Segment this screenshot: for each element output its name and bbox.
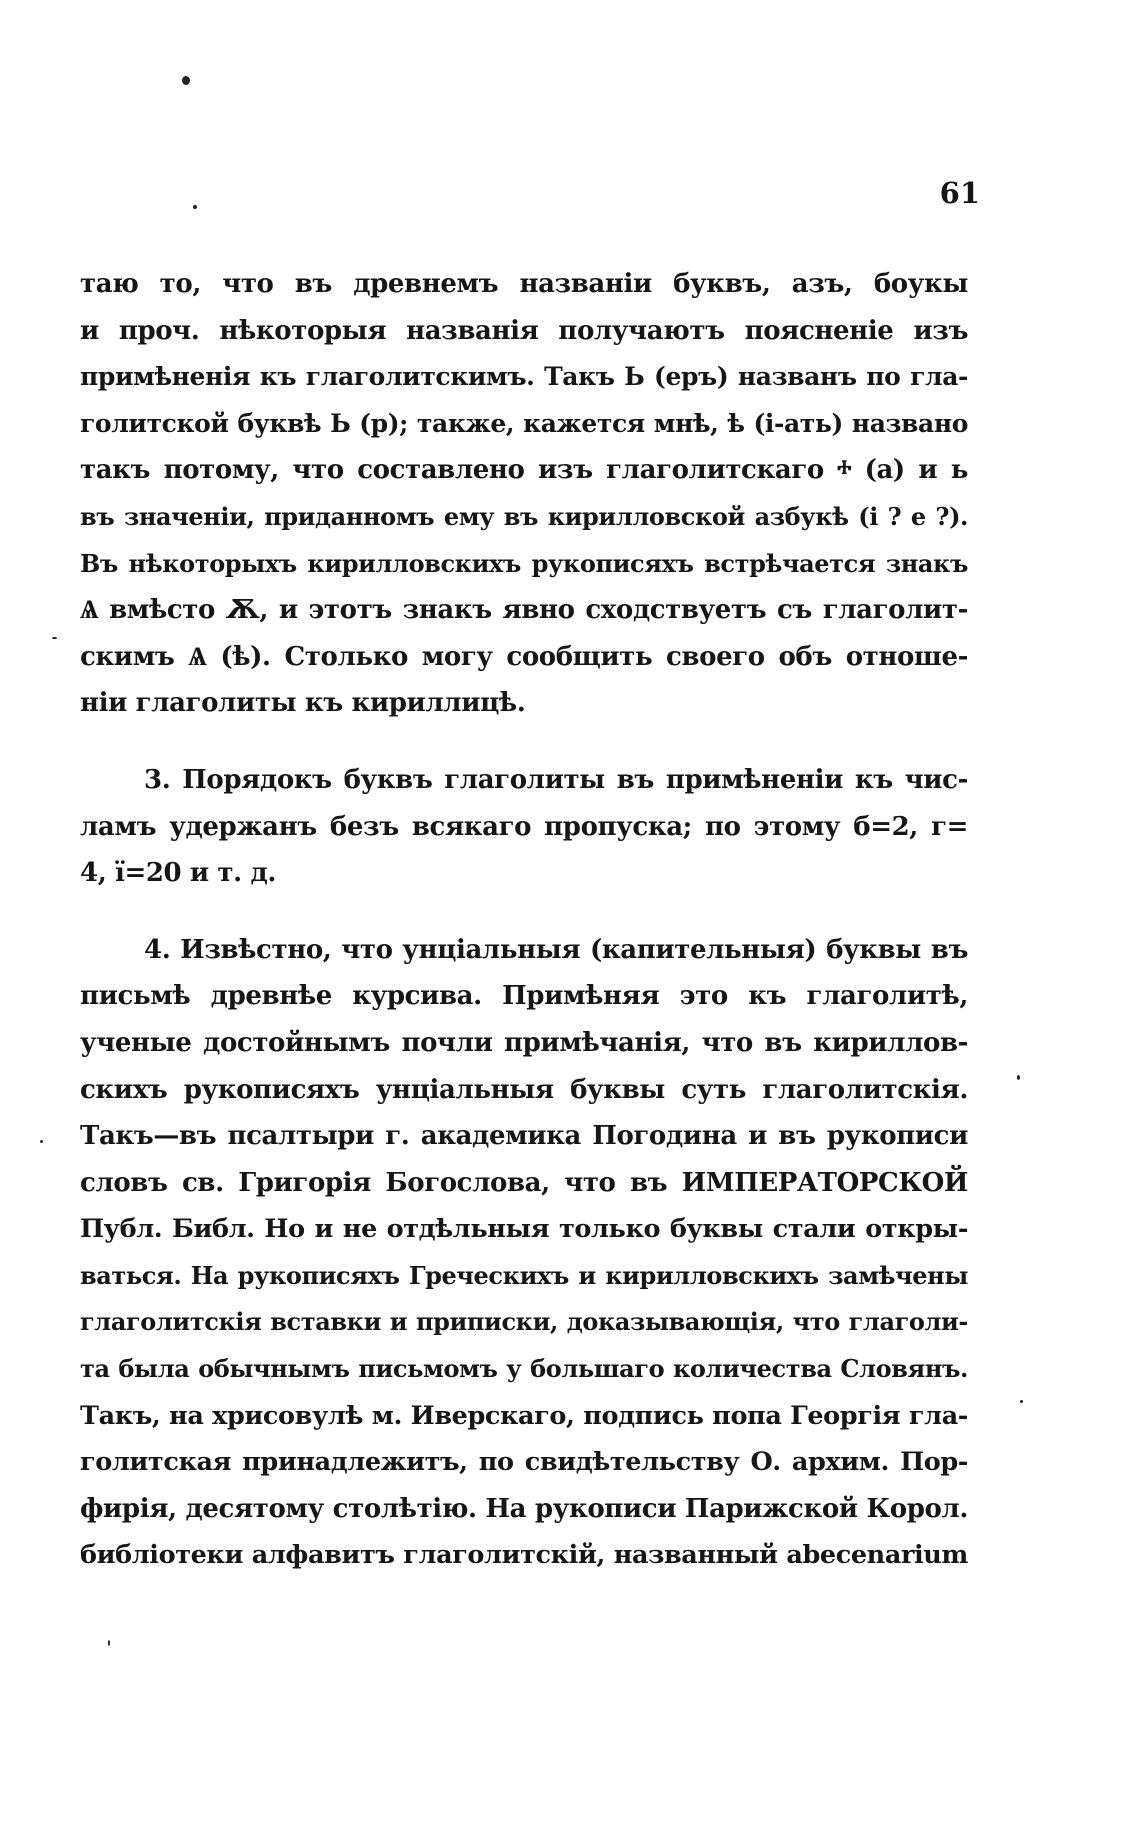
- paragraph-2: [80, 757, 968, 897]
- text-line: Такъ, на хрисовулѣ м. Иверскаго, подпись попа Георгія гла-: [80, 1400, 968, 1431]
- paragraph-3: [80, 927, 968, 1579]
- paragraph-1: [80, 261, 968, 727]
- text-line: скихъ рукописяхъ унціальныя буквы суть глаголитскія.: [80, 1074, 968, 1105]
- body-text: [80, 261, 968, 1579]
- print-speck: [1017, 1075, 1020, 1080]
- text-line: голитская принадлежитъ, по свидѣтельству О. архим. Пор-: [80, 1447, 968, 1478]
- print-speck: [52, 637, 57, 639]
- text-line: 4, ї=20 и т. д.: [80, 858, 277, 889]
- text-line: словъ св. Григорія Богослова, что въ ИМПЕРАТОРСКОЙ: [80, 1167, 968, 1198]
- text-line: та была обычнымъ письмомъ у большаго количества Словянъ.: [80, 1354, 968, 1384]
- text-line: Такъ—въ псалтыри г. академика Погодина и въ рукописи: [80, 1121, 968, 1152]
- text-line: таю то, что въ древнемъ названіи буквъ, азъ, боукы: [80, 269, 968, 299]
- print-speck: [40, 1140, 43, 1143]
- text-line: 4. Извѣстно, что унціальныя (капительныя) буквы въ: [144, 934, 968, 965]
- text-line: Публ. Библ. Но и не отдѣльныя только буквы стали откры-: [80, 1214, 968, 1245]
- text-line: ученые достойнымъ почли примѣчанія, что въ кириллов-: [80, 1027, 968, 1058]
- print-speck: [1020, 1400, 1023, 1403]
- text-line: фирія, десятому столѣтію. На рукописи Парижской Корол.: [80, 1493, 968, 1524]
- print-speck: [182, 76, 190, 85]
- text-line: ніи глаголиты къ кириллицѣ.: [80, 688, 526, 719]
- text-line: библіотеки алфавитъ глаголитскій, названный abecenarium: [80, 1540, 968, 1571]
- text-line: 3. Порядокъ буквъ глаголиты въ примѣненіи къ чис-: [144, 764, 968, 795]
- text-line: глаголитскія вставки и приписки, доказывающія, что глаголи-: [80, 1307, 968, 1337]
- text-line: скимъ Ѧ (ѣ). Столько могу сообщить своего объ отноше-: [80, 641, 968, 672]
- print-speck: [108, 1640, 110, 1646]
- text-line: примѣненія къ глаголитскимъ. Такъ Ь (еръ) названъ по гла-: [80, 362, 968, 392]
- print-speck: [193, 205, 197, 209]
- text-line: голитской буквѣ Ь (р); также, кажется мнѣ, ѣ (і-ать) названо: [80, 408, 968, 438]
- page-number: 61: [939, 176, 980, 210]
- text-line: и проч. нѣкоторыя названія получаютъ поясненіе изъ: [80, 315, 968, 346]
- text-line: въ значеніи, приданномъ ему въ кирилловской азбукѣ (і ? е ?).: [80, 501, 968, 531]
- text-line: Ѧ вмѣсто Ѫ, и этотъ знакъ явно сходствуетъ съ глаголит-: [80, 595, 968, 626]
- text-line: ваться. На рукописяхъ Греческихъ и кирилловскихъ замѣчены: [80, 1260, 968, 1290]
- text-line: письмѣ древнѣе курсива. Примѣняя это къ глаголитѣ,: [80, 981, 968, 1012]
- text-line: такъ потому, что составлено изъ глаголитскаго ⰰ (а) и ь: [80, 455, 968, 486]
- text-line: Въ нѣкоторыхъ кирилловскихъ рукописяхъ встрѣчается знакъ: [80, 548, 968, 578]
- text-line: ламъ удержанъ безъ всякаго пропуска; по этому б=2, г=: [80, 811, 968, 842]
